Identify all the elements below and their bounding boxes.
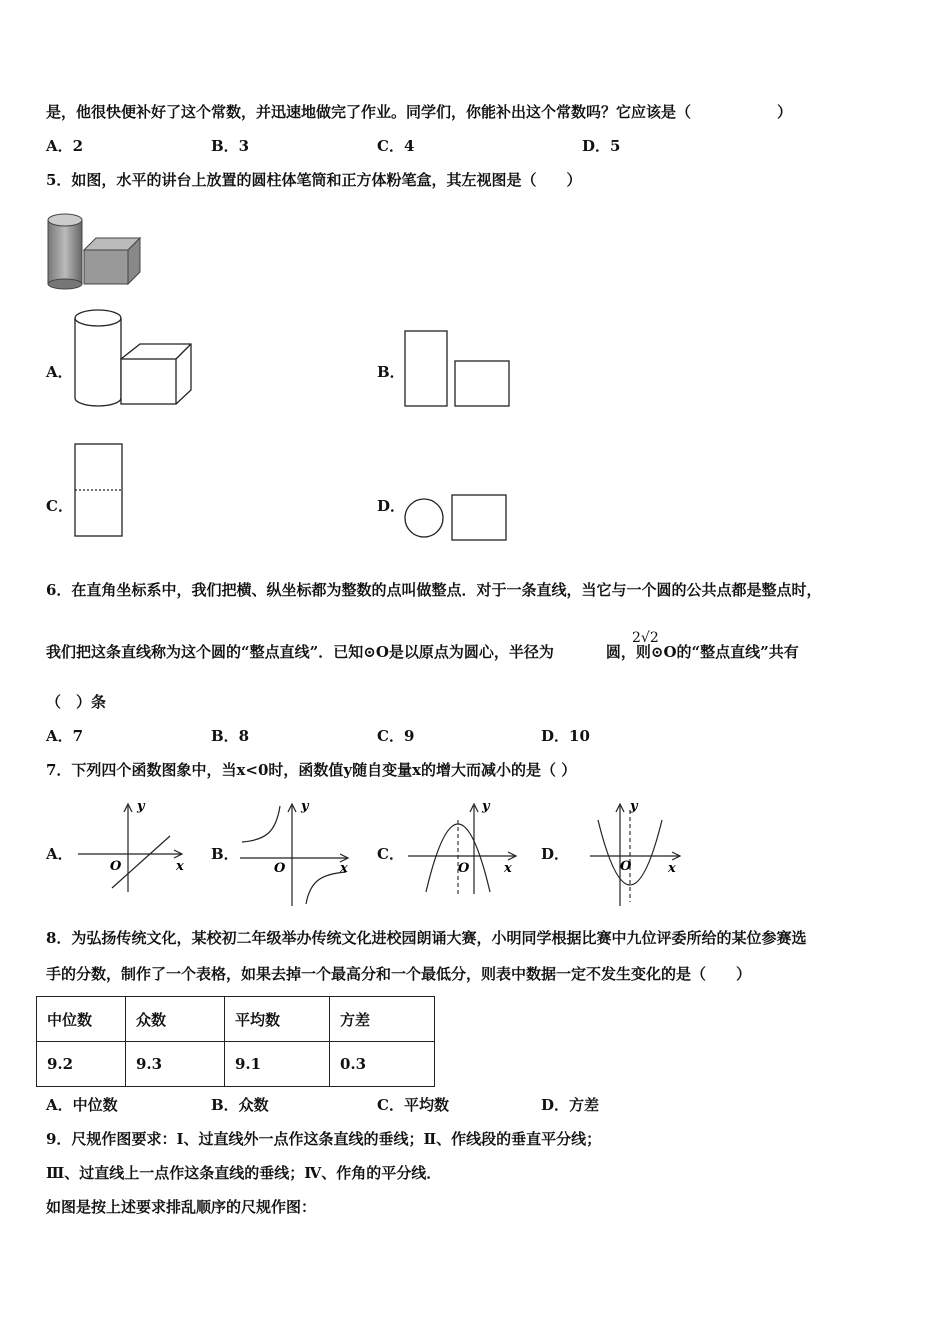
origin-label: O xyxy=(620,859,632,874)
axis-y-label: y xyxy=(482,799,490,814)
q9-stem-line2: Ⅲ、过直线上一点作这条直线的垂线；Ⅳ、作角的平分线． xyxy=(46,1164,442,1182)
q8-stem-line2: 手的分数，制作了一个表格，如果去掉一个最高分和一个最低分，则表中数据一定不发生变化的是（ ） xyxy=(46,965,752,983)
q6-option-d: D．10 xyxy=(541,727,590,745)
q7-graph-b xyxy=(236,796,356,910)
q5-option-c-figure xyxy=(70,440,128,540)
q6-stem-line2: 我们把这条直线称为这个圆的“整点直线”．已知⊙O是以原点为圆心，半径为 圆，则⊙O的“整点直线”共有 xyxy=(46,643,799,661)
axis-x-label: x xyxy=(504,861,512,876)
value-variance: 0.3 xyxy=(330,1042,435,1087)
q7-label-b: B． xyxy=(211,845,239,863)
q6-option-c: C．9 xyxy=(377,727,415,745)
axis-y-label: y xyxy=(630,799,638,814)
q5-option-d-figure xyxy=(402,490,512,544)
q8-option-a: A．中位数 xyxy=(46,1096,118,1114)
q8-option-d: D．方差 xyxy=(541,1096,600,1114)
table-row xyxy=(37,1042,435,1087)
score-stats-table xyxy=(36,996,435,1087)
q4-option-d: D．5 xyxy=(582,137,621,155)
q5-main-figure xyxy=(44,210,144,290)
header-mode: 众数 xyxy=(126,997,225,1042)
axis-x-label: x xyxy=(340,861,348,876)
origin-label: O xyxy=(110,859,122,874)
q5-label-c: C． xyxy=(46,497,73,515)
header-mean: 平均数 xyxy=(225,997,330,1042)
value-mode: 9.3 xyxy=(126,1042,225,1087)
q5-label-b: B． xyxy=(377,363,405,381)
value-median: 9.2 xyxy=(37,1042,126,1087)
q7-label-d: D． xyxy=(541,845,570,863)
q7-graph-d xyxy=(590,796,690,910)
q5-stem: 5．如图，水平的讲台上放置的圆柱体笔筒和正方体粉笔盒，其左视图是（ ） xyxy=(46,171,582,189)
table-header-row xyxy=(37,997,435,1042)
q5-label-a: A． xyxy=(46,363,73,381)
origin-label: O xyxy=(458,861,470,876)
q9-stem-line1: 9．尺规作图要求：Ⅰ、过直线外一点作这条直线的垂线；Ⅱ、作线段的垂直平分线； xyxy=(46,1130,602,1148)
q4-option-c: C．4 xyxy=(377,137,415,155)
axis-x-label: x xyxy=(176,859,184,874)
axis-y-label: y xyxy=(137,799,145,814)
q8-option-b: B．众数 xyxy=(211,1096,269,1114)
q7-graph-c xyxy=(404,796,522,896)
origin-label: O xyxy=(274,861,286,876)
q9-stem-line3: 如图是按上述要求排乱顺序的尺规作图： xyxy=(46,1198,317,1216)
q5-option-b-figure xyxy=(400,326,516,410)
radius-formula: 2√2 xyxy=(632,630,659,646)
q5-option-a-figure xyxy=(72,306,196,410)
q4-option-b: B．3 xyxy=(211,137,250,155)
q8-option-c: C．平均数 xyxy=(377,1096,449,1114)
q6-option-a: A．7 xyxy=(46,727,84,745)
q7-graph-a xyxy=(72,796,192,896)
axis-x-label: x xyxy=(668,861,676,876)
q7-label-c: C． xyxy=(377,845,404,863)
q7-stem: 7．下列四个函数图象中，当x<0时，函数值y随自变量x的增大而减小的是（ ） xyxy=(46,761,577,779)
q4-stem-line: 是，他很快便补好了这个常数，并迅速地做完了作业。同学们，你能补出这个常数吗？它应该是（ ） xyxy=(46,103,793,121)
q5-label-d: D． xyxy=(377,497,406,515)
value-mean: 9.1 xyxy=(225,1042,330,1087)
q6-stem-line1: 6．在直角坐标系中，我们把横、纵坐标都为整数的点叫做整点．对于一条直线，当它与一个圆的公共点都是整点时， xyxy=(46,581,822,599)
q6-option-b: B．8 xyxy=(211,727,250,745)
header-variance: 方差 xyxy=(330,997,435,1042)
axis-y-label: y xyxy=(301,799,309,814)
q4-option-a: A．2 xyxy=(46,137,84,155)
q7-label-a: A． xyxy=(46,845,73,863)
q6-stem-line3: （ ）条 xyxy=(46,693,107,711)
header-median: 中位数 xyxy=(37,997,126,1042)
q8-stem-line1: 8．为弘扬传统文化，某校初二年级举办传统文化进校园朗诵大赛，小明同学根据比赛中九位评委所给的某位参赛选 xyxy=(46,929,807,947)
